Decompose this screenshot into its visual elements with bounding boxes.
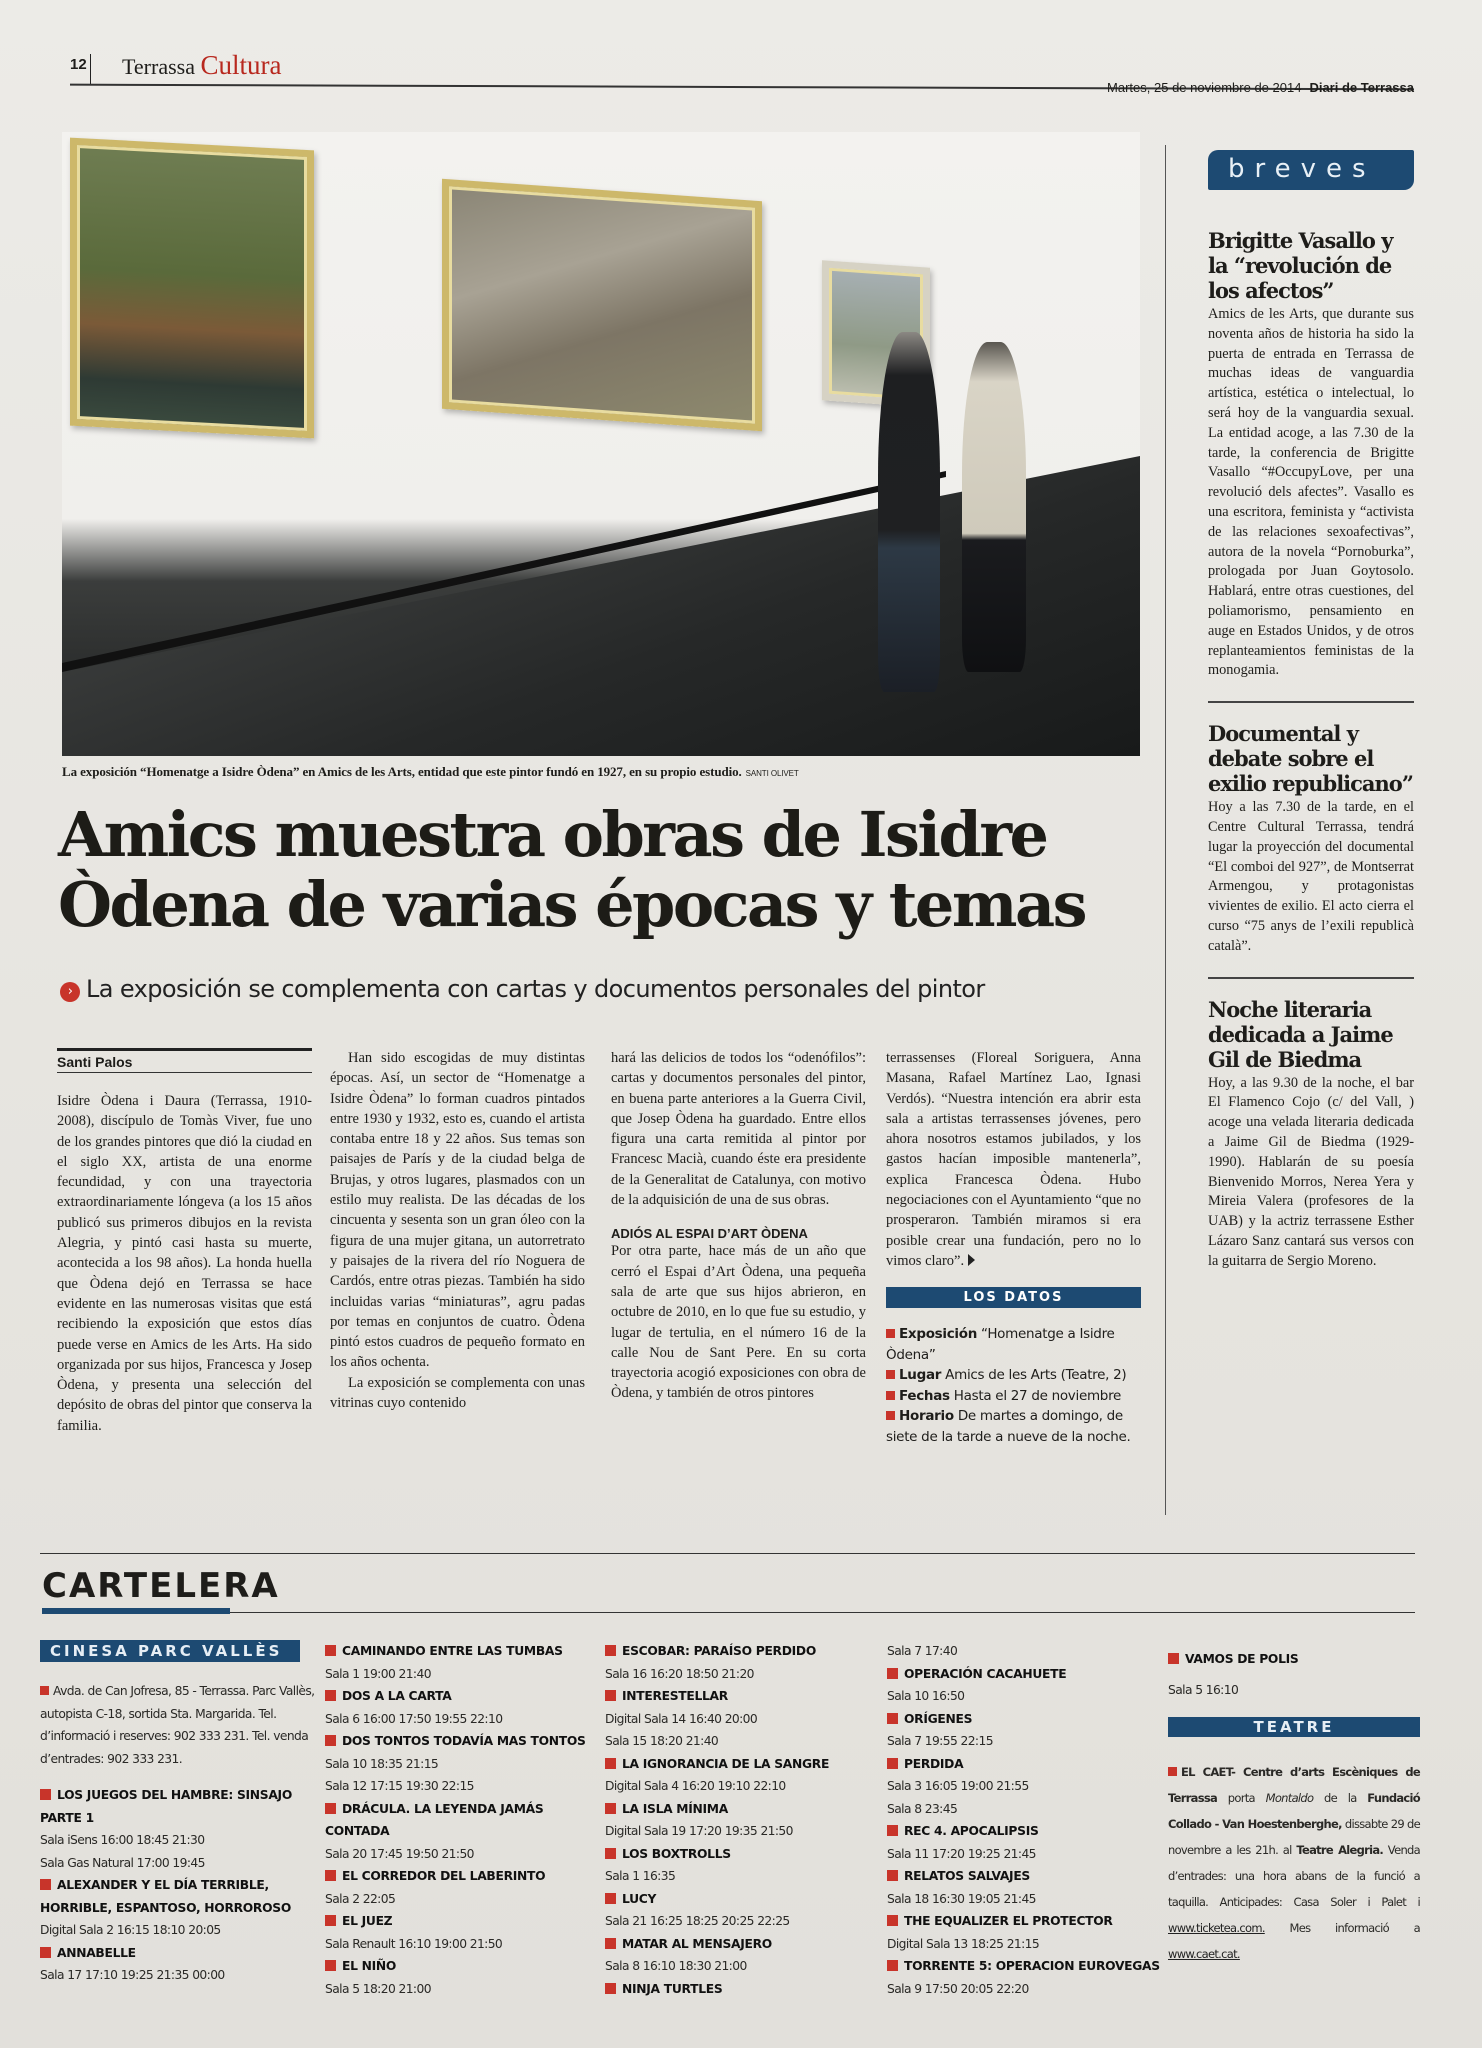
showtimes: Digital Sala 19 17:20 19:35 21:50 bbox=[605, 1824, 793, 1838]
showtimes: Sala Renault 16:10 19:00 21:50 bbox=[325, 1936, 503, 1951]
caet-link[interactable]: www.caet.cat. bbox=[1168, 1947, 1240, 1961]
showtimes: Sala 20 17:45 19:50 21:50 bbox=[325, 1846, 474, 1861]
movie-title-text: DOS A LA CARTA bbox=[342, 1689, 452, 1703]
cartelera-column-4 bbox=[887, 1640, 1162, 2000]
movie-title bbox=[325, 1730, 600, 1753]
header-divider bbox=[90, 54, 91, 84]
movie-title bbox=[887, 1708, 1162, 1731]
showtimes: Sala 7 17:40 bbox=[887, 1644, 958, 1658]
publication-name: Diari de Terrassa bbox=[1309, 80, 1414, 95]
movie-title bbox=[605, 1888, 880, 1911]
movie-title-text: OPERACIÓN CACAHUETE bbox=[904, 1666, 1067, 1681]
bullet-square-icon bbox=[325, 1803, 336, 1814]
datos-item bbox=[886, 1406, 1141, 1447]
date-text: Martes, 25 de noviembre de 2014 bbox=[1107, 80, 1302, 95]
movie-title bbox=[1168, 1648, 1420, 1671]
movie-listing bbox=[887, 1955, 1162, 2000]
brief-item bbox=[1208, 997, 1414, 1272]
movie-listing bbox=[325, 1865, 600, 1910]
showtimes: Digital Sala 2 16:15 18:10 20:05 bbox=[40, 1923, 221, 1937]
los-datos-list bbox=[886, 1324, 1141, 1447]
teatre-play-title: Montaldo bbox=[1265, 1791, 1314, 1805]
bullet-square-icon bbox=[605, 1893, 616, 1904]
showtimes: Sala 3 16:05 19:00 21:55 bbox=[887, 1779, 1029, 1793]
section-city: Terrassa bbox=[122, 54, 195, 79]
teatre-text: Venda d’entrades: una hora abans de la funció a taquilla. Anticipades: Casa Soler i Palet i bbox=[1168, 1843, 1420, 1909]
movie-title bbox=[605, 1843, 880, 1866]
showtimes: Sala 1 16:35 bbox=[605, 1869, 676, 1883]
bullet-square-icon bbox=[887, 1825, 898, 1836]
showtimes: Digital Sala 4 16:20 19:10 22:10 bbox=[605, 1779, 786, 1793]
bullet-square-icon bbox=[1168, 1653, 1179, 1664]
datos-label: Exposición bbox=[899, 1326, 978, 1343]
movie-title-text: LUCY bbox=[622, 1891, 657, 1906]
datos-value: “Homenatge a Isidre Òdena” bbox=[886, 1326, 1115, 1363]
showtimes: Sala 1 19:00 21:40 bbox=[325, 1666, 431, 1681]
cartelera-title: CARTELERA bbox=[42, 1566, 280, 1606]
showtimes: Sala 5 16:10 bbox=[1168, 1682, 1239, 1697]
paragraph bbox=[886, 1048, 1141, 1271]
brief-title: Documental y debate sobre el exilio republicano” bbox=[1208, 721, 1413, 797]
photo-caption bbox=[62, 764, 1140, 780]
teatre-listing bbox=[1168, 1759, 1420, 1967]
cartelera-column-3 bbox=[605, 1640, 880, 2000]
movie-title bbox=[40, 1784, 315, 1829]
bullet-square-icon bbox=[887, 1758, 898, 1769]
showtimes: Sala iSens 16:00 18:45 21:30 bbox=[40, 1833, 205, 1847]
paragraph: Por otra parte, hace más de un año que cerró el Espai d’Art Òdena, una pequeña sala de arte que sus hijos abrieron, en octubre de 2010, en lo que fue su estudio, y lugar de tertulia, en el número 16 de la calle Nou de Sant Pere. En su corta trayectoria acogió exposiciones con obra de Òdena, y también de otros pintores bbox=[611, 1243, 866, 1402]
page-header bbox=[70, 50, 1414, 98]
movie-title-text: EL JUEZ bbox=[342, 1914, 393, 1928]
bullet-square-icon bbox=[605, 1938, 616, 1949]
movie-title bbox=[887, 1663, 1162, 1686]
movie-listing bbox=[887, 1663, 1162, 1708]
article-subhead: ADIÓS AL ESPAI D’ART ÒDENA bbox=[611, 1226, 808, 1242]
bullet-square-icon bbox=[605, 1690, 616, 1701]
breves-header: breves bbox=[1208, 150, 1414, 190]
brief-body: Hoy, a las 9.30 de la noche, el bar El Flamenco Cojo (c/ del Vall, ) acoge una velada literaria dedicada a Jaime Gil de Biedma (1929-1990). Hablarán de su poesía Bienvenido Morros, Nerea Yera y Mireia Valera (profesores de la UAB) y la actriz terrassene Esther Lázaro Sanz cantará sus versos con la guitarra de Sergio Moreno. bbox=[1208, 1074, 1414, 1269]
cartelera-column-2 bbox=[325, 1640, 600, 2000]
section-name: Cultura bbox=[200, 50, 282, 80]
cartelera-top-rule bbox=[40, 1553, 1415, 1554]
movie-listing bbox=[605, 1843, 880, 1888]
movie-title-text: LOS BOXTROLLS bbox=[622, 1846, 731, 1861]
ticketea-link[interactable]: www.ticketea.com. bbox=[1168, 1921, 1265, 1935]
movie-title bbox=[887, 1820, 1162, 1843]
movie-title-text: ESCOBAR: PARAÍSO PERDIDO bbox=[622, 1644, 816, 1658]
article-column-1 bbox=[57, 1048, 312, 1436]
brief-item bbox=[1208, 721, 1414, 956]
movie-listing bbox=[605, 1888, 880, 1933]
article-column-2 bbox=[330, 1048, 585, 1413]
bullet-square-icon bbox=[886, 1329, 895, 1338]
movie-title-text: INTERESTELLAR bbox=[622, 1689, 728, 1703]
bullet-square-icon bbox=[887, 1960, 898, 1971]
movie-listing bbox=[887, 1753, 1162, 1821]
byline: Santi Palos bbox=[57, 1048, 312, 1073]
brief-item bbox=[1208, 228, 1414, 681]
bullet-square-icon bbox=[40, 1947, 51, 1958]
datos-label: Fechas bbox=[899, 1387, 950, 1404]
painting-village bbox=[442, 179, 762, 431]
cartelera-title-rule bbox=[230, 1612, 1415, 1613]
movie-listing bbox=[605, 1685, 880, 1753]
headline-line-2: Òdena de varias épocas y temas bbox=[58, 868, 1086, 941]
bullet-square-icon bbox=[325, 1645, 336, 1656]
gallery-photo bbox=[62, 132, 1140, 756]
movie-listing bbox=[605, 1753, 880, 1798]
cartelera-column-1 bbox=[40, 1640, 315, 1987]
bullet-square-icon bbox=[886, 1411, 895, 1420]
bullet-square-icon bbox=[887, 1915, 898, 1926]
datos-item bbox=[886, 1386, 1141, 1407]
movie-title-text: LA ISLA MÍNIMA bbox=[622, 1801, 728, 1816]
showtimes: Digital Sala 13 18:25 21:15 bbox=[887, 1936, 1040, 1951]
bullet-square-icon bbox=[605, 1848, 616, 1859]
bullet-square-icon bbox=[40, 1879, 51, 1890]
movie-title bbox=[40, 1942, 315, 1965]
cinema-name-header: CINESA PARC VALLÈS bbox=[40, 1640, 300, 1662]
datos-value: De martes a domingo, de siete de la tarde a nueve de la noche. bbox=[886, 1408, 1131, 1445]
datos-label: Horario bbox=[899, 1408, 954, 1425]
caption-text: La exposición “Homenatge a Isidre Òdena” en Amics de les Arts, entidad que este pintor fundó en 1927, en su propio estudio. bbox=[62, 764, 742, 779]
visitor-figure-2 bbox=[962, 342, 1026, 672]
paragraph: Han sido escogidas de muy distintas épocas. Así, un sector de “Homenatge a Isidre Òdena” lo forman cuadros pintados entre 1930 y 1932, esto es, cuando el artista contaba entre 18 y 22 años. Sus temas son paisajes de París y de la ciudad belga de Brujas, y otros lugares, plasmados con un estilo muy realista. De las décadas de los cincuenta y sesenta son un gran óleo con la figura de una mujer gitana, un autorretrato y paisajes de la rivera del río Noguera de Cardós, entre otras piezas. También ha sido incluidas varias “miniaturas”, agru padas por temas en conjuntos de cuatro. Òdena pintó estos cuadros de pequeño formato en los años ochenta. bbox=[330, 1050, 585, 1371]
movie-listing bbox=[887, 1910, 1162, 1955]
showtimes: Sala 8 23:45 bbox=[887, 1801, 958, 1816]
bullet-square-icon bbox=[605, 1645, 616, 1656]
movie-title-text: LOS JUEGOS DEL HAMBRE: SINSAJO PARTE 1 bbox=[40, 1788, 292, 1825]
showtimes: Sala 6 16:00 17:50 19:55 22:10 bbox=[325, 1711, 503, 1726]
movie-title-text: THE EQUALIZER EL PROTECTOR bbox=[904, 1914, 1113, 1928]
movie-listing bbox=[1168, 1648, 1420, 1701]
movie-title-text: ANNABELLE bbox=[57, 1945, 136, 1960]
datos-value: Amics de les Arts (Teatre, 2) bbox=[945, 1367, 1127, 1384]
teatre-header: TEATRE bbox=[1168, 1717, 1420, 1737]
bullet-square-icon bbox=[887, 1870, 898, 1881]
teatre-location: Teatre Alegria. bbox=[1296, 1843, 1384, 1857]
bullet-square-icon bbox=[887, 1713, 898, 1724]
end-of-article-icon bbox=[968, 1254, 975, 1266]
bullet-square-icon bbox=[325, 1690, 336, 1701]
showtimes: Sala 12 17:15 19:30 22:15 bbox=[325, 1779, 474, 1793]
headline-line-1: Amics muestra obras de Isidre bbox=[58, 798, 1047, 871]
bullet-square-icon bbox=[325, 1915, 336, 1926]
cinema-address bbox=[40, 1680, 315, 1770]
datos-item bbox=[886, 1365, 1141, 1386]
deck-arrow-icon: › bbox=[60, 982, 80, 1002]
breves-sidebar bbox=[1208, 150, 1414, 1271]
movie-title bbox=[325, 1685, 600, 1708]
article-deck bbox=[60, 975, 1160, 1003]
bullet-square-icon bbox=[1168, 1767, 1177, 1776]
bullet-square-icon bbox=[325, 1735, 336, 1746]
brief-body: Hoy a las 7.30 de la tarde, en el Centre Cultural Terrassa, tendrá lugar la proyección del documental “El comboi del 927”, de Montserrat Armengou, y protagonistas vivientes de exilio. El acto cierra el curso “75 anys de l’exili republicà català”. bbox=[1208, 799, 1414, 954]
movie-listing bbox=[605, 1978, 880, 2001]
movie-title-text: DOS TONTOS TODAVÍA MAS TONTOS bbox=[342, 1734, 586, 1748]
movie-listing bbox=[325, 1685, 600, 1730]
movie-listing bbox=[887, 1865, 1162, 1910]
movie-listing bbox=[325, 1910, 600, 1955]
datos-item bbox=[886, 1324, 1141, 1365]
movie-title bbox=[605, 1640, 880, 1663]
bullet-square-icon bbox=[325, 1870, 336, 1881]
movie-title bbox=[325, 1798, 600, 1843]
showtimes: Sala 5 18:20 21:00 bbox=[325, 1981, 431, 1996]
teatre-text: dissabte 29 de novembre a les 21h. al bbox=[1168, 1817, 1421, 1857]
teatre-company: Fundació Collado - Van Hoestenberghe, bbox=[1168, 1791, 1420, 1831]
article-headline bbox=[58, 800, 1158, 940]
bullet-square-icon bbox=[325, 1960, 336, 1971]
section-label bbox=[122, 50, 281, 81]
paragraph: hará las delicios de todos los “odenófilos”: cartas y documentos personales del pintor, en buena parte anteriores a la Guerra Civil, que Josep Òdena ha guardado. Entre ellos figura una carta remitida al pintor por Francesc Macià, cuando éste era presidente de la Generalitat de Catalunya, con motivo de la adquisición de una de sus obras. bbox=[611, 1050, 866, 1209]
teatre-text: Mes informació a bbox=[1264, 1921, 1420, 1935]
movie-title bbox=[325, 1640, 600, 1663]
brief-title: Brigitte Vasallo y la “revolución de los afectos” bbox=[1208, 228, 1393, 303]
los-datos-header: LOS DATOS bbox=[886, 1287, 1141, 1308]
movie-title bbox=[325, 1865, 600, 1888]
movie-title bbox=[605, 1978, 880, 2001]
paragraph: Isidre Òdena i Daura (Terrassa, 1910-2008), discípulo de Tomàs Viver, fue uno de los grandes pintores que dió la ciudad en el siglo XX, artista de una enorme fecundidad, y con una trayectoria extraordinariamente lóngeva (a los 15 años publicó sus primeros dibujos en la revista Alegria, y pintó casi hasta su muerte, acontecida a los 98 años). La honda huella que Òdena dejó en Terrassa se hace evidente en las numerosas visitas que está recibiendo la exposición que estos días puede verse en Amics de les Arts. Ha sido organizada por sus hijos, Francesca y Josep Òdena, y presenta una selección del depósito de obras del pintor que conserva la familia. bbox=[57, 1093, 312, 1434]
showtimes: Sala 15 18:20 21:40 bbox=[605, 1734, 719, 1748]
movie-listing bbox=[605, 1798, 880, 1843]
movie-title-text: VAMOS DE POLIS bbox=[1185, 1652, 1299, 1666]
showtimes: Sala 2 22:05 bbox=[325, 1891, 396, 1906]
photo-credit: SANTI OLIVET bbox=[745, 769, 799, 778]
showtimes: Sala 7 19:55 22:15 bbox=[887, 1734, 993, 1748]
movie-title-text: CAMINANDO ENTRE LAS TUMBAS bbox=[342, 1644, 563, 1658]
brief-divider bbox=[1208, 701, 1414, 703]
movie-listing bbox=[40, 1784, 315, 1874]
movie-title-text: EL CORREDOR DEL LABERINTO bbox=[342, 1869, 546, 1883]
bullet-square-icon bbox=[886, 1370, 895, 1379]
movie-listing bbox=[605, 1640, 880, 1685]
movie-listing bbox=[325, 1730, 600, 1798]
movie-listing bbox=[325, 1955, 600, 2000]
movie-title-text: MATAR AL MENSAJERO bbox=[622, 1936, 772, 1951]
showtimes: Sala 21 16:25 18:25 20:25 22:25 bbox=[605, 1914, 790, 1928]
brief-divider bbox=[1208, 977, 1414, 979]
movie-title-text: ALEXANDER Y EL DÍA TERRIBLE, HORRIBLE, ESPANTOSO, HORROROSO bbox=[40, 1878, 291, 1915]
movie-title-text: NINJA TURTLES bbox=[622, 1981, 723, 1996]
bullet-square-icon bbox=[605, 1758, 616, 1769]
movie-title-text: TORRENTE 5: OPERACION EUROVEGAS bbox=[904, 1959, 1160, 1973]
paragraph-text: terrassenses (Floreal Soriguera, Anna Masana, Rafael Martínez Lao, Ignasi Verdós). “Nuestra intención era abrir esta sala a artistas terrassenses jóvenes, pero ahora nosotros estamos jubilados, y los gastos hacían imposible mantenerla”, explica Francesca Òdena. Hubo negociaciones con el Ayuntamiento “que no prosperaron. También miramos si era posible crear una fundación, pero no lo vimos claro”. bbox=[886, 1050, 1141, 1269]
showtimes: Sala 9 17:50 20:05 22:20 bbox=[887, 1981, 1029, 1996]
movie-listing bbox=[325, 1640, 600, 1685]
article-column-3 bbox=[611, 1048, 866, 1404]
movie-title-text: ORÍGENES bbox=[904, 1711, 973, 1726]
address-text: Avda. de Can Jofresa, 85 - Terrassa. Parc Vallès, autopista C-18, sortida Sta. Margarida. Tel. d’informació i reserves: 902 333 231. Tel. venda d’entrades: 902 333 231. bbox=[40, 1684, 315, 1766]
movie-title bbox=[605, 1685, 880, 1708]
movie-title bbox=[887, 1955, 1162, 1978]
datos-value: Hasta el 27 de noviembre bbox=[953, 1387, 1122, 1404]
issue-date bbox=[1107, 80, 1414, 95]
deck-text: La exposición se complementa con cartas y documentos personales del pintor bbox=[86, 975, 985, 1003]
movie-title bbox=[40, 1874, 315, 1919]
brief-title: Noche literaria dedicada a Jaime Gil de Biedma bbox=[1208, 996, 1393, 1072]
showtimes: Sala Gas Natural 17:00 19:45 bbox=[40, 1855, 205, 1870]
page-number: 12 bbox=[70, 56, 87, 73]
movie-title bbox=[887, 1910, 1162, 1933]
teatre-text: porta bbox=[1217, 1791, 1266, 1805]
movie-title bbox=[605, 1933, 880, 1956]
visitor-figure-1 bbox=[878, 332, 940, 692]
teatre-text: de la bbox=[1313, 1791, 1368, 1805]
movie-title bbox=[605, 1753, 880, 1776]
showtimes: Sala 8 16:10 18:30 21:00 bbox=[605, 1959, 747, 1973]
movie-listing bbox=[325, 1798, 600, 1866]
movie-title-text: PERDIDA bbox=[904, 1756, 964, 1771]
movie-listing bbox=[40, 1942, 315, 1987]
movie-listing bbox=[40, 1874, 315, 1942]
painting-forest bbox=[70, 138, 314, 439]
movie-title bbox=[325, 1955, 600, 1978]
brief-body: Amics de les Arts, que durante sus noventa años de historia ha sido la puerta de entrada en Terrassa de muchas ideas de vanguardia artística, estética o intelectual, lo será hoy de la vanguardia sexual. La entidad acoge, a las 7.30 de la tarde, la conferencia de Brigitte Vasallo “#OccupyLove, per una revolució dels afectes”. Vasallo es una escritora, feminista y “activista de las relaciones sexoafectivas”, autora de la novela “Pornoburka”, prologada por Juan Goytosolo. Hablará, entre otras cuestiones, del poliamorismo, pensamiento en auge en Estados Unidos, y de otros replanteamientos feministas de la monogamia. bbox=[1208, 306, 1414, 679]
showtimes: Sala 17 17:10 19:25 21:35 00:00 bbox=[40, 1968, 225, 1982]
showtimes: Sala 18 16:30 19:05 21:45 bbox=[887, 1891, 1036, 1906]
movie-title-text: EL NIÑO bbox=[342, 1959, 397, 1973]
teatre-venue-name: EL CAET- Centre d’arts Escèniques de Terrassa bbox=[1168, 1765, 1420, 1805]
showtimes: Sala 11 17:20 19:25 21:45 bbox=[887, 1846, 1036, 1861]
movie-listing bbox=[887, 1820, 1162, 1865]
movie-title-text: REC 4. APOCALIPSIS bbox=[904, 1824, 1039, 1838]
movie-title bbox=[887, 1753, 1162, 1776]
showtimes: Digital Sala 14 16:40 20:00 bbox=[605, 1711, 758, 1726]
bullet-square-icon bbox=[886, 1391, 895, 1400]
movie-listing bbox=[605, 1933, 880, 1978]
bullet-square-icon bbox=[605, 1983, 616, 1994]
bullet-square-icon bbox=[40, 1686, 49, 1695]
movie-title bbox=[605, 1798, 880, 1821]
movie-title-text: LA IGNORANCIA DE LA SANGRE bbox=[622, 1756, 830, 1771]
showtimes: Sala 10 18:35 21:15 bbox=[325, 1756, 439, 1771]
bullet-square-icon bbox=[887, 1668, 898, 1679]
cartelera-title-underline bbox=[42, 1608, 230, 1614]
column-divider bbox=[1165, 145, 1166, 1515]
paragraph: La exposición se complementa con unas vitrinas cuyo contenido bbox=[330, 1374, 585, 1412]
movie-listing bbox=[887, 1708, 1162, 1753]
showtimes: Sala 10 16:50 bbox=[887, 1689, 965, 1703]
cartelera-column-5 bbox=[1168, 1640, 1420, 1967]
bullet-square-icon bbox=[605, 1803, 616, 1814]
movie-title-text: DRÁCULA. LA LEYENDA JAMÁS CONTADA bbox=[325, 1801, 544, 1838]
movie-title bbox=[325, 1910, 600, 1933]
bullet-square-icon bbox=[40, 1789, 51, 1800]
datos-label: Lugar bbox=[899, 1367, 942, 1384]
article-column-4 bbox=[886, 1048, 1141, 1447]
showtimes: Sala 16 16:20 18:50 21:20 bbox=[605, 1666, 754, 1681]
movie-title-text: RELATOS SALVAJES bbox=[904, 1869, 1030, 1883]
movie-title bbox=[887, 1865, 1162, 1888]
